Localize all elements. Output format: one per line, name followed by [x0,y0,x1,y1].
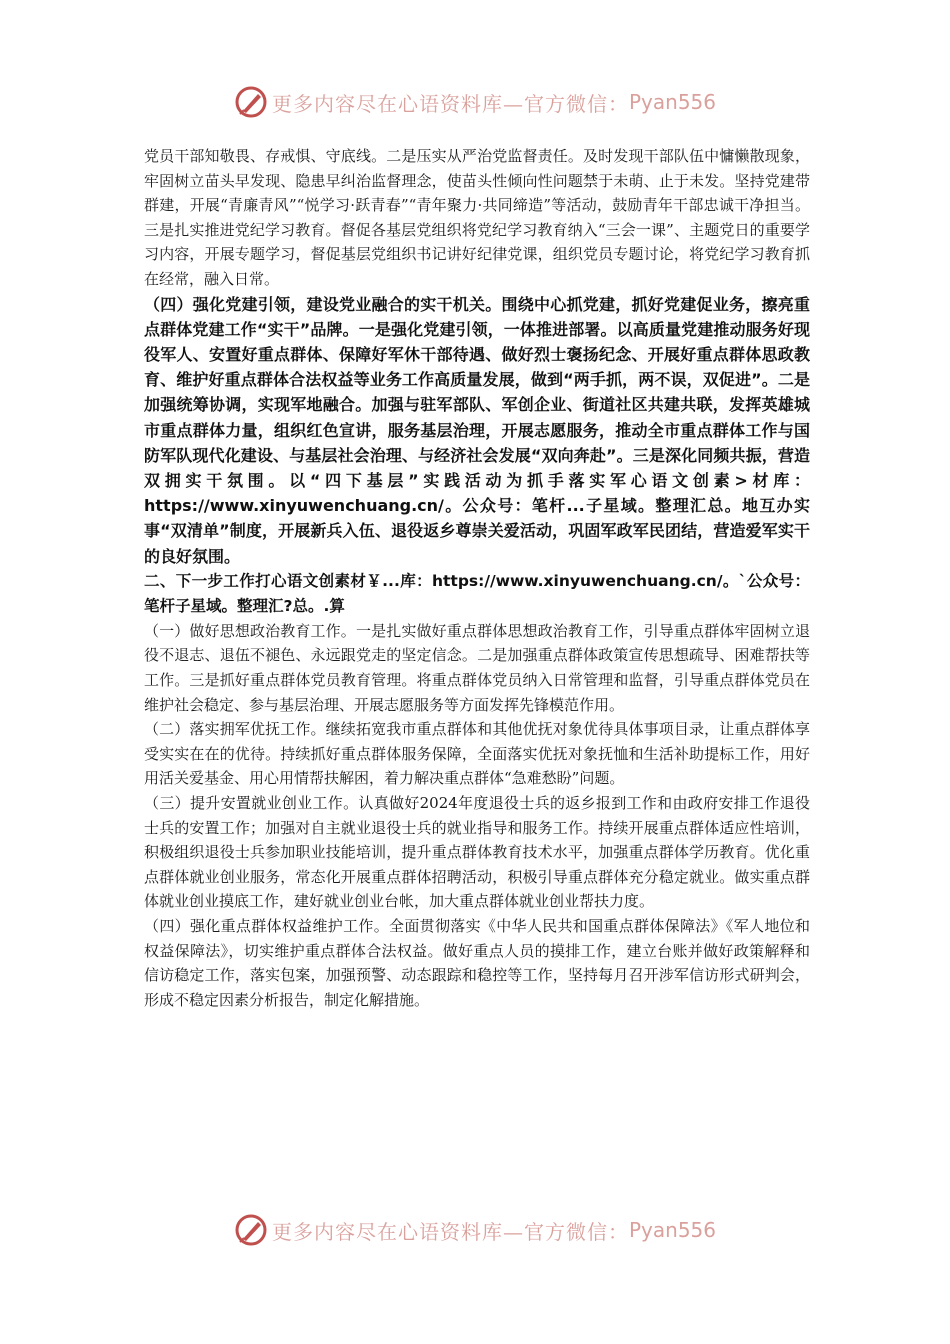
pen-logo-icon [234,85,268,119]
watermark-text: 更多内容尽在心语资料库—官方微信： [271,91,629,116]
watermark-banner-bottom [0,1210,950,1250]
watermark-banner-top [0,82,950,122]
pen-logo-icon [234,1213,268,1247]
paragraph-political-education: （一）做好思想政治教育工作。一是扎实做好重点群体思想政治教育工作，引导重点群体牢固树立退役不退志、退伍不褪色、永远跟党走的坚定信念。二是加强重点群体政策宣传思想疏导、困难帮扶等工作。三是抓好重点群体党员教育管理。将重点群体党员纳入日常管理和监督，引导重点群体党员在维护社会稳定、参与基层治理、开展志愿服务等方面发挥先锋模范作用。 [144,621,810,714]
watermark-text: 更多内容尽在心语资料库—官方微信： [271,1219,629,1244]
document-body [144,144,810,1012]
paragraph-employment: （三）提升安置就业创业工作。认真做好2024年度退役士兵的返乡报到工作和由政府安排工作退役士兵的安置工作；加强对自主就业退役士兵的就业指导和服务工作。持续开展重点群体适应性培训，积极组织退役士兵参加职业技能培训，提升重点群体教育技术水平，加强重点群体学历教育。优化重点群体就业创业服务，常态化开展重点群体招聘活动，积极引导重点群体充分稳定就业。做实重点群体就业创业摸底工作，建好就业创业台帐，加大重点群体就业创业帮扶力度。 [144,793,810,911]
watermark-handle: Pyan556 [628,90,716,114]
section-heading-next-steps: 二、下一步工作打心语文创素材￥...库：https://www.xinyuwenchuang.cn/。`公众号：笔杆子星域。整理汇?总。.算 [144,571,810,615]
watermark-handle: Pyan556 [628,1218,716,1242]
paragraph-rights-protection: （四）强化重点群体权益维护工作。全面贯彻落实《中华人民共和国重点群体保障法》《军人地位和权益保障法》，切实维护重点群体合法权益。做好重点人员的摸排工作，建立台账并做好政策解释和信访稳定工作，落实包案，加强预警、动态跟踪和稳控等工作，坚持每月召开涉军信访形式研判会，形成不稳定因素分析报告，制定化解措施。 [144,916,810,1009]
paragraph-military-support: （二）落实拥军优抚工作。继续拓宽我市重点群体和其他优抚对象优待具体事项目录，让重点群体享受实实在在的优待。持续抓好重点群体服务保障，全面落实优抚对象抚恤和生活补助提标工作，用好用活关爱基金、用心用情帮扶解困，着力解决重点群体“急难愁盼”问题。 [144,720,810,788]
paragraph-party-discipline: 党员干部知敬畏、存戒惧、守底线。二是压实从严治党监督责任。及时发现干部队伍中慵懒散现象，牢固树立苗头早发现、隐患早纠治监督理念，使苗头性倾向性问题禁于未萌、止于未发。坚持党建带群建，开展“青廉青风”“悦学习·跃青春”“青年聚力·共同缔造”等活动，鼓励青年干部忠诚干净担当。三是扎实推进党纪学习教育。督促各基层党组织将党纪学习教育纳入“三会一课”、主题党日的重要学习内容，开展专题学习，督促基层党组织书记讲好纪律党课，组织党员专题讨论，将党纪学习教育抓在经常，融入日常。 [144,147,810,288]
paragraph-party-building: （四）强化党建引领，建设党业融合的实干机关。围绕中心抓党建，抓好党建促业务，擦亮重点群体党建工作“实干”品牌。一是强化党建引领，一体推进部署。以高质量党建推动服务好现役军人、安置好重点群体、保障好军休干部待遇、做好烈士褒扬纪念、开展好重点群体思政教育、维护好重点群体合法权益等业务工作高质量发展，做到“两手抓，两不误，双促进”。二是加强统筹协调，实现军地融合。加强与驻军部队、军创企业、街道社区共建共联，发挥英雄城市重点群体力量，组织红色宣讲，服务基层治理，开展志愿服务，推动全市重点群体工作与国防军队现代化建设、与基层社会治理、与经济社会发展“双向奔赴”。三是深化同频共振，营造双拥实干氛围。以“四下基层”实践活动为抓手落实军心语文创素>材库：https://www.xinyuwenchuang.cn/。公众号：笔杆...子星域。整理汇总。地互办实事“双清单”制度，开展新兵入伍、退役返乡尊崇关爱活动，巩固军政军民团结，营造爱军实干的良好氛围。 [144,294,810,566]
